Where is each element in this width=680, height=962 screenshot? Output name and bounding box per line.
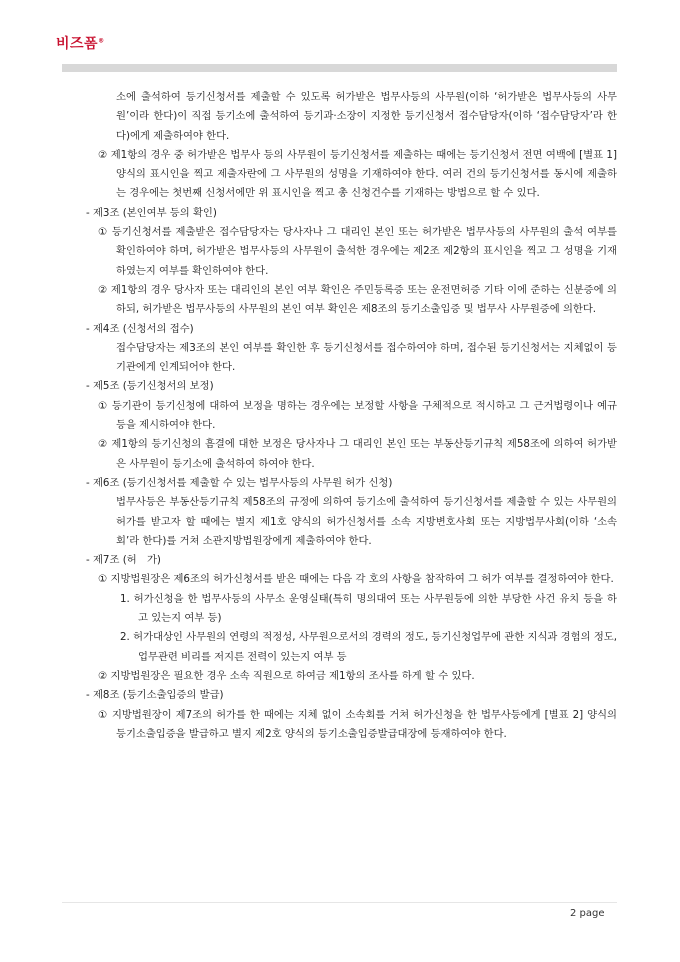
paragraph: ① 등기신청서를 제출받은 접수담당자는 당사자나 그 대리인 본인 또는 허가받은 법무사등의 사무원의 출석 여부를 확인하여야 하며, 허가받은 법무사등의 사무원이 출석한 경우에는 제2조 제2항의 표시인을 찍고 그 성명을 기재하였는지 여부를 확인하여야 한다. <box>98 226 617 277</box>
paragraph: 소에 출석하여 등기신청서를 제출할 수 있도록 허가받은 법무사등의 사무원(이하 ‘허가받은 법무사등의 사무원’이라 한다)이 직접 등기소에 출석하여 등기과·소장이 지정한 등기신청서 접수담당자(이하 ‘접수담당자’라 한다)에게 제출하여야 한다. <box>116 91 617 142</box>
paragraph: ② 제1항의 등기신청의 흠결에 대한 보정은 당사자나 그 대리인 본인 또는 부동산등기규칙 제58조에 의하여 허가받은 사무원이 등기소에 출석하여 하여야 한다. <box>98 438 617 470</box>
paragraph: ① 지방법원장이 제7조의 허가를 한 때에는 지체 없이 소속회를 거쳐 허가신청을 한 법무사등에게 [별표 2] 양식의 등기소출입증을 발급하고 별지 제2호 양식의 등기소출입증발급대장에 등재하여야 한다. <box>98 708 617 740</box>
article-heading: - 제6조 (등기신청서를 제출할 수 있는 법무사등의 사무원 허가 신청) <box>86 476 393 489</box>
article-heading: - 제8조 (등기소출입증의 발급) <box>86 689 224 702</box>
header-bar <box>62 64 617 72</box>
footer-divider <box>62 902 617 903</box>
article-heading: - 제3조 (본인여부 등의 확인) <box>86 206 217 219</box>
page-number: 2 page <box>570 908 605 919</box>
paragraph: ② 지방법원장은 필요한 경우 소속 직원으로 하여금 제1항의 조사를 하게 할 수 있다. <box>98 669 475 682</box>
article-heading: - 제5조 (등기신청서의 보정) <box>86 380 214 393</box>
article-heading: - 제4조 (신청서의 접수) <box>86 322 194 335</box>
paragraph: 2. 허가대상인 사무원의 연령의 적정성, 사무원으로서의 경력의 정도, 등기신청업무에 관한 지식과 경험의 정도, 업무관련 비리를 저지른 전력이 있는지 여부 등 <box>120 631 617 663</box>
logo-registered-mark: ® <box>98 37 105 45</box>
paragraph: ① 등기관이 등기신청에 대하여 보정을 명하는 경우에는 보정할 사항을 구체적으로 적시하고 그 근거법령이나 예규 등을 제시하여야 한다. <box>98 399 617 432</box>
bizform-logo <box>56 33 105 53</box>
article-heading: - 제7조 (허 가) <box>86 554 161 567</box>
logo-text: 비즈폼 <box>56 36 99 52</box>
document-body <box>62 88 617 744</box>
paragraph: ① 지방법원장은 제6조의 허가신청서를 받은 때에는 다음 각 호의 사항을 참작하여 그 허가 여부를 결정하여야 한다. <box>98 573 614 586</box>
paragraph: 법무사등은 부동산등기규칙 제58조의 규정에 의하여 등기소에 출석하여 등기신청서를 제출할 수 있는 사무원의 허가를 받고자 할 때에는 별지 제1호 양식의 허가신청서를 소속 지방변호사회 또는 지방법무사회(이하 ‘소속회’라 한다)를 거쳐 소관지방법원장에게 제출하여야 한다. <box>116 496 617 547</box>
paragraph: 1. 허가신청을 한 법무사등의 사무소 운영실태(특히 명의대여 또는 사무원등에 의한 부당한 사건 유치 등을 하고 있는지 여부 등) <box>120 592 617 625</box>
paragraph: 접수담당자는 제3조의 본인 여부를 확인한 후 등기신청서를 접수하여야 하며, 접수된 등기신청서는 지체없이 등기관에게 인계되어야 한다. <box>116 341 617 374</box>
paragraph: ② 제1항의 경우 당사자 또는 대리인의 본인 여부 확인은 주민등록증 또는 운전면허증 기타 이에 준하는 신분증에 의하되, 허가받은 법무사등의 사무원의 본인 여부 확인은 제8조의 등기소출입증 및 법무사 사무원증에 의한다. <box>98 283 617 316</box>
paragraph: ② 제1항의 경우 중 허가받은 법무사 등의 사무원이 등기신청서를 제출하는 때에는 등기신청서 전면 여백에 [별표 1] 양식의 표시인을 찍고 제출자란에 그 사무원의 성명을 기재하여야 한다. 여러 건의 등기신청서를 동시에 제출하는 경우에는 첫번째 신청서에만 위 표시인을 찍고 총 신청건수를 기재하는 방법으로 할 수 있다. <box>98 148 617 200</box>
